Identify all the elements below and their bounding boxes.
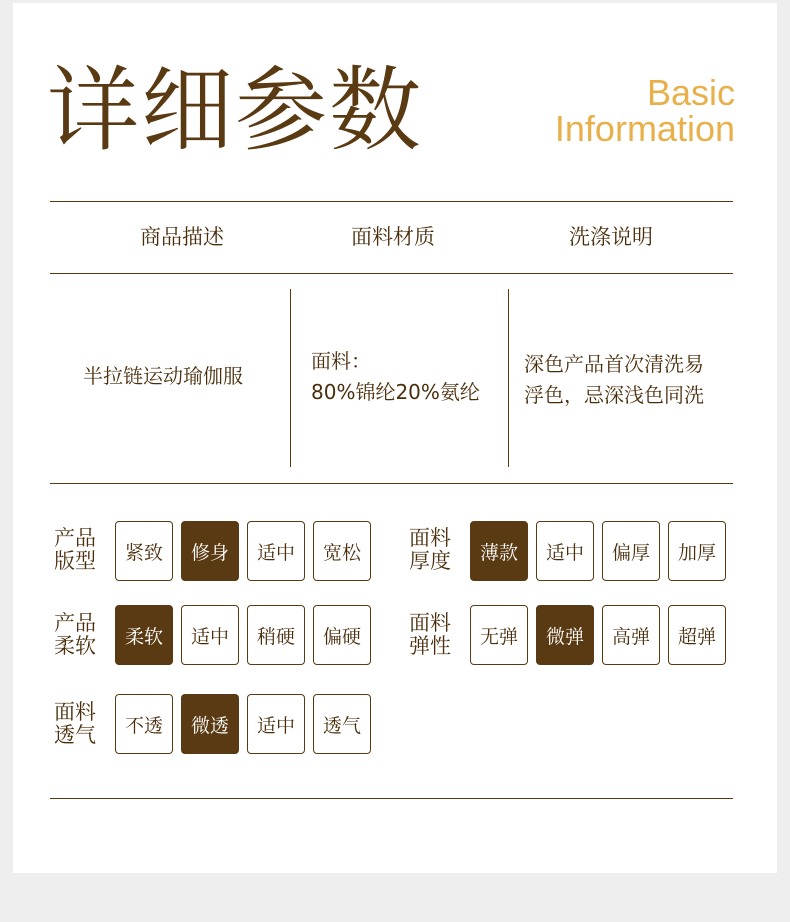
subtitle-line-2: Information	[554, 108, 735, 149]
column-divider-1	[290, 289, 291, 467]
thickness-option[interactable]: 加厚	[668, 521, 726, 581]
fit-option[interactable]: 宽松	[313, 521, 371, 581]
group-label-line: 面料	[54, 700, 96, 724]
fit-option[interactable]: 适中	[247, 521, 305, 581]
group-label-thickness	[409, 527, 459, 573]
softness-option[interactable]: 适中	[181, 605, 239, 665]
parameter-card	[13, 3, 777, 873]
washing-instructions	[524, 349, 704, 411]
breathability-option[interactable]: 不透	[115, 694, 173, 754]
column-header-washing: 洗涤说明	[569, 225, 653, 249]
group-label-breathability	[54, 701, 104, 747]
fit-option-selected[interactable]: 修身	[181, 521, 239, 581]
group-label-line: 柔软	[54, 634, 96, 658]
page-subtitle	[554, 72, 735, 149]
breathability-option[interactable]: 适中	[247, 694, 305, 754]
group-label-softness	[54, 612, 104, 658]
group-label-line: 版型	[54, 549, 96, 573]
divider-bottom	[50, 798, 733, 799]
group-label-line: 透气	[54, 723, 96, 747]
column-header-fabric: 面料材质	[351, 225, 435, 249]
softness-option[interactable]: 稍硬	[247, 605, 305, 665]
divider-top	[50, 201, 733, 202]
elasticity-option-selected[interactable]: 微弹	[536, 605, 594, 665]
divider-header	[50, 273, 733, 274]
group-label-line: 产品	[54, 611, 96, 635]
fabric-line-2: 80%锦纶20%氨纶	[311, 380, 480, 404]
group-label-line: 厚度	[409, 549, 451, 573]
group-label-line: 面料	[409, 526, 451, 550]
group-label-line: 弹性	[409, 634, 451, 658]
thickness-option[interactable]: 偏厚	[602, 521, 660, 581]
thickness-option[interactable]: 适中	[536, 521, 594, 581]
softness-option[interactable]: 偏硬	[313, 605, 371, 665]
column-divider-2	[508, 289, 509, 467]
fabric-material	[311, 346, 480, 408]
elasticity-option[interactable]: 无弹	[470, 605, 528, 665]
fit-option[interactable]: 紧致	[115, 521, 173, 581]
divider-middle	[50, 483, 733, 484]
elasticity-option[interactable]: 高弹	[602, 605, 660, 665]
breathability-option-selected[interactable]: 微透	[181, 694, 239, 754]
product-description: 半拉链运动瑜伽服	[83, 364, 243, 388]
fabric-line-1: 面料：	[311, 349, 371, 373]
elasticity-option[interactable]: 超弹	[668, 605, 726, 665]
group-label-line: 产品	[54, 526, 96, 550]
wash-line-2: 浮色，忌深浅色同洗	[524, 383, 704, 407]
group-label-elasticity	[409, 612, 459, 658]
subtitle-line-1: Basic	[646, 72, 735, 113]
group-label-fit	[54, 527, 104, 573]
column-header-description: 商品描述	[140, 225, 224, 249]
thickness-option-selected[interactable]: 薄款	[470, 521, 528, 581]
group-label-line: 面料	[409, 611, 451, 635]
softness-option-selected[interactable]: 柔软	[115, 605, 173, 665]
breathability-option[interactable]: 透气	[313, 694, 371, 754]
page-title: 详细参数	[47, 57, 424, 164]
wash-line-1: 深色产品首次清洗易	[524, 352, 704, 376]
